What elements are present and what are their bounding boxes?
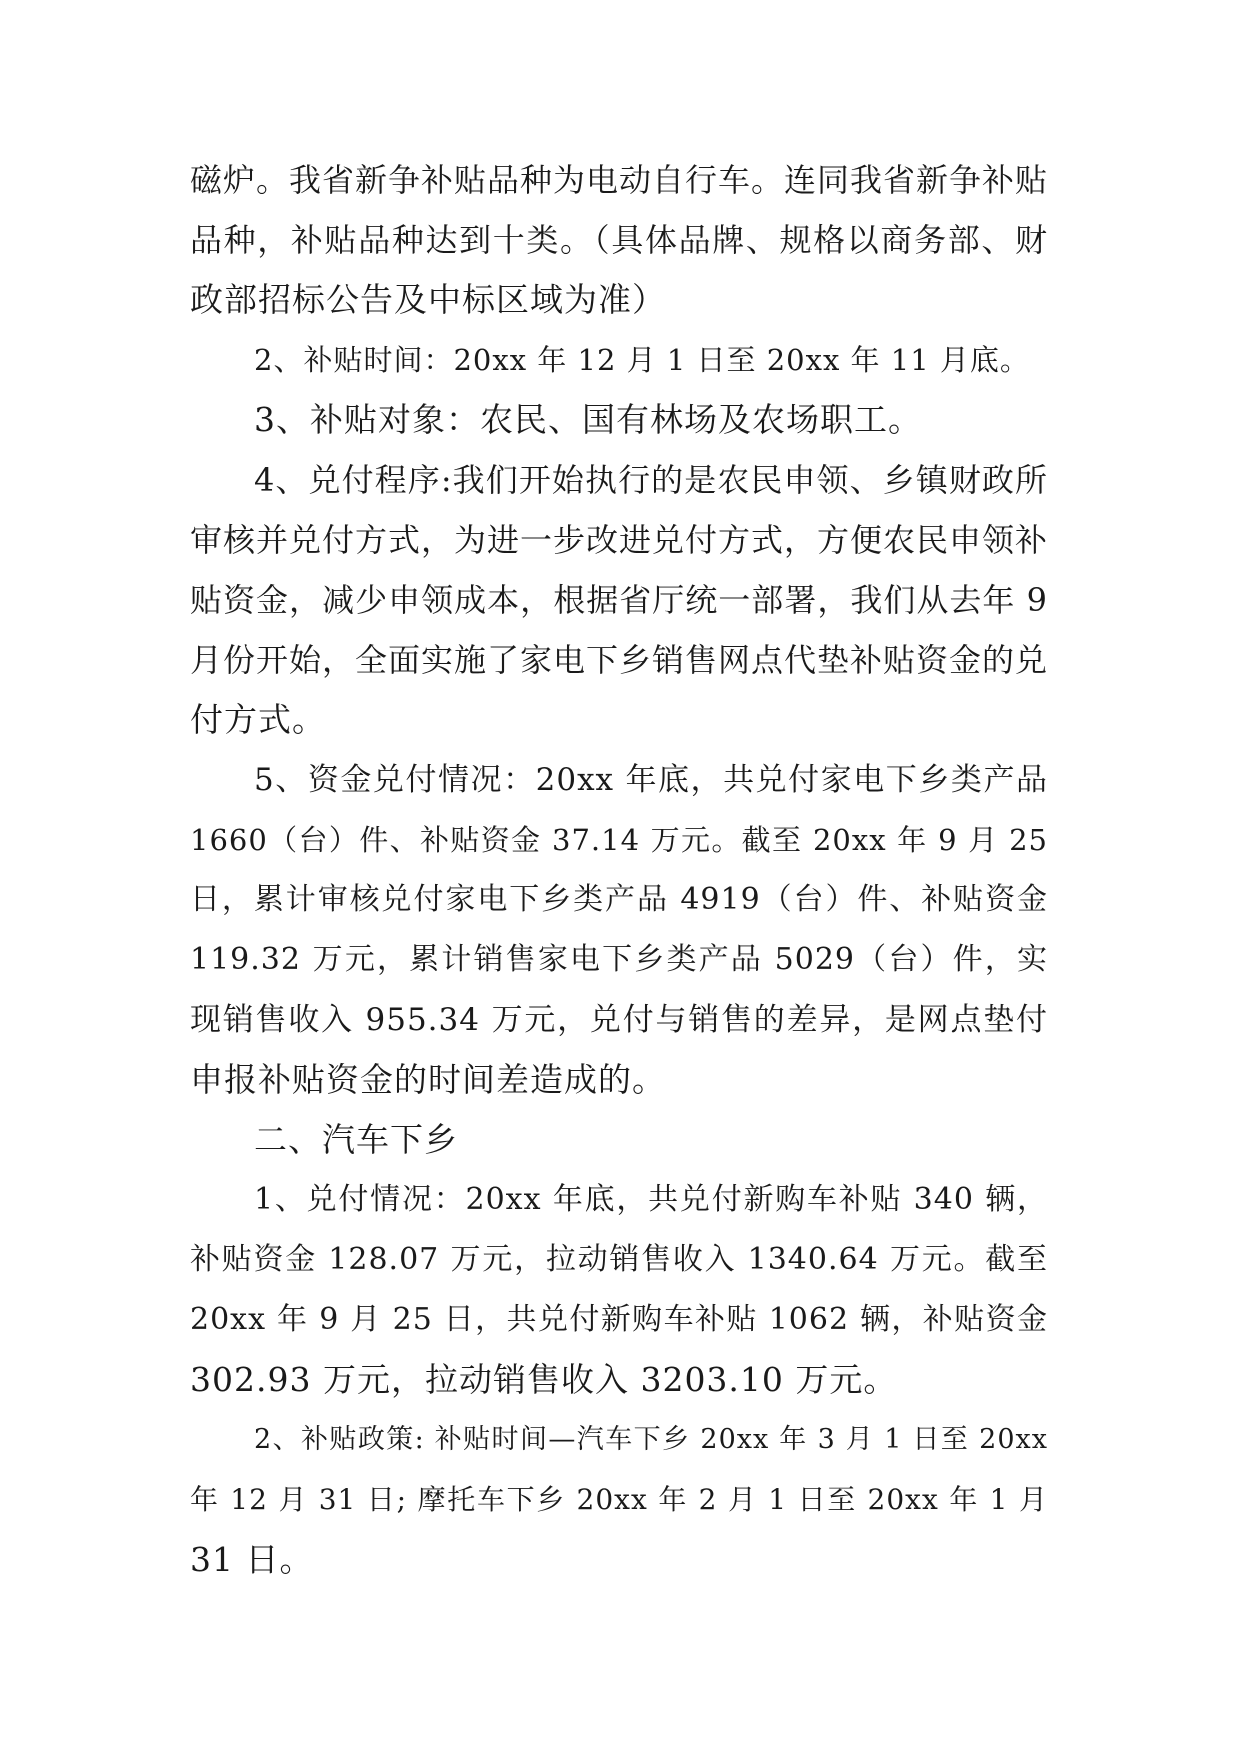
text-line: 品种，补贴品种达到十类。（具体品牌、规格以商务部、财 xyxy=(190,221,1048,259)
text-line: 贴资金，减少申领成本，根据省厅统一部署，我们从去年 9 xyxy=(190,581,1048,619)
text-line: 现销售收入 955.34 万元，兑付与销售的差异，是网点垫付 xyxy=(190,1002,1048,1038)
text-line: 补贴资金 128.07 万元，拉动销售收入 1340.64 万元。截至 xyxy=(190,1242,1048,1277)
text-line: 5、资金兑付情况：20xx 年底，共兑付家电下乡类产品 xyxy=(254,762,1048,798)
section-heading: 二、汽车下乡 xyxy=(254,1120,458,1159)
text-line: 月份开始，全面实施了家电下乡销售网点代垫补贴资金的兑 xyxy=(190,641,1049,679)
text-line: 3、补贴对象：农民、国有林场及农场职工。 xyxy=(254,400,922,439)
text-line: 1、兑付情况：20xx 年底，共兑付新购车补贴 340 辆， xyxy=(254,1182,1048,1217)
text-line: 政部招标公告及中标区域为准） xyxy=(190,280,666,319)
text-line: 20xx 年 9 月 25 日，共兑付新购车补贴 1062 辆，补贴资金 xyxy=(190,1302,1048,1337)
text-line: 日，累计审核兑付家电下乡类产品 4919（台）件、补贴资金 xyxy=(190,882,1048,917)
text-line: 审核并兑付方式，为进一步改进兑付方式，方便农民申领补 xyxy=(190,521,1049,559)
text-line: 2、补贴政策: 补贴时间—汽车下乡 20xx 年 3 月 1 日至 20xx xyxy=(254,1424,1048,1455)
text-line: 31 日。 xyxy=(190,1540,314,1579)
text-line: 4、兑付程序:我们开始执行的是农民申领、乡镇财政所 xyxy=(254,461,1048,499)
text-line: 302.93 万元，拉动销售收入 3203.10 万元。 xyxy=(190,1360,898,1399)
document-page xyxy=(190,150,1048,1590)
text-line: 1660（台）件、补贴资金 37.14 万元。截至 20xx 年 9 月 25 xyxy=(190,823,1048,857)
text-line: 申报补贴资金的时间差造成的。 xyxy=(190,1060,666,1099)
text-line: 年 12 月 31 日; 摩托车下乡 20xx 年 2 月 1 日至 20xx 年 1 月 xyxy=(190,1483,1048,1516)
text-line: 119.32 万元，累计销售家电下乡类产品 5029（台）件，实 xyxy=(190,942,1048,977)
text-line: 付方式。 xyxy=(190,700,326,739)
text-line: 2、补贴时间：20xx 年 12 月 1 日至 20xx 年 11 月底。 xyxy=(254,343,1030,377)
text-line: 磁炉。我省新争补贴品种为电动自行车。连同我省新争补贴 xyxy=(190,161,1049,199)
